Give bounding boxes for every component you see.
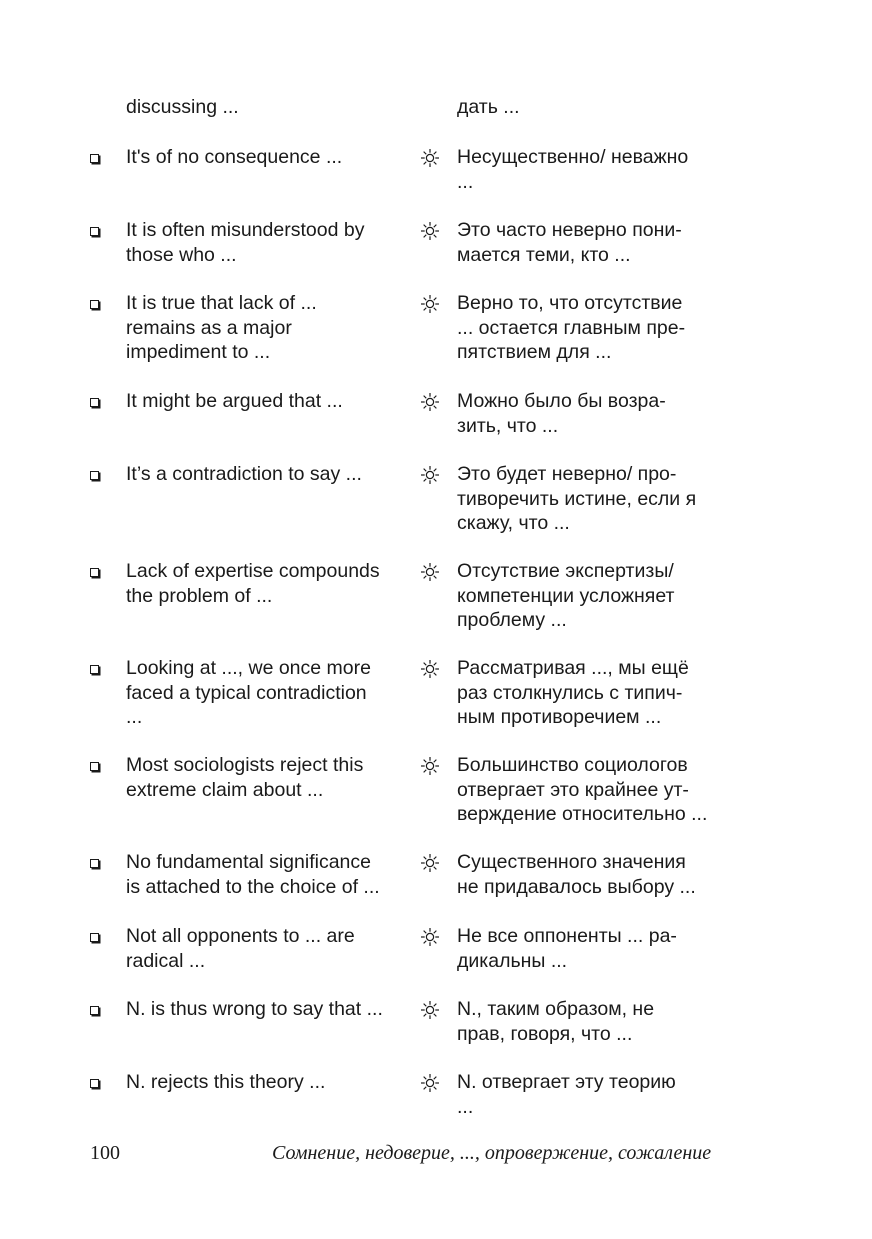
sun-icon	[419, 293, 441, 315]
continuation-russian: дать ...	[457, 96, 520, 118]
english-phrase: It is often misunderstood by those who ...	[126, 219, 365, 266]
sun-icon	[419, 561, 441, 583]
english-phrase: Looking at ..., we once more faced a typical contradiction ...	[126, 657, 371, 728]
checkbox-bullet-icon	[90, 300, 99, 309]
sun-icon	[419, 999, 441, 1021]
sun-icon	[419, 658, 441, 680]
checkbox-bullet-icon	[90, 933, 99, 942]
checkbox-bullet-icon	[90, 227, 99, 236]
russian-translation: N., таким образом, не прав, говоря, что ...	[457, 998, 655, 1045]
english-phrase: It's of no consequence ...	[126, 146, 343, 168]
checkbox-bullet-icon	[90, 859, 99, 868]
russian-translation: Большинство социологов отвергает это крайнее ут- верждение относительно ...	[457, 754, 708, 825]
checkbox-bullet-icon	[90, 665, 99, 674]
russian-translation: Можно было бы возра- зить, что ...	[457, 390, 666, 437]
english-phrase: Not all opponents to ... are radical ...	[126, 925, 355, 972]
checkbox-bullet-icon	[90, 762, 99, 771]
sun-icon	[419, 926, 441, 948]
checkbox-bullet-icon	[90, 1079, 99, 1088]
sun-icon	[419, 755, 441, 777]
english-phrase: N. rejects this theory ...	[126, 1071, 326, 1093]
checkbox-bullet-icon	[90, 398, 99, 407]
english-phrase: It might be argued that ...	[126, 390, 343, 412]
checkbox-bullet-icon	[90, 471, 99, 480]
checkbox-bullet-icon	[90, 568, 99, 577]
sun-icon	[419, 464, 441, 486]
english-phrase: It’s a contradiction to say ...	[126, 463, 362, 485]
russian-translation: Не все оппоненты ... ра- дикальны ...	[457, 925, 677, 972]
sun-icon	[419, 1072, 441, 1094]
english-phrase: It is true that lack of ... remains as a major impediment to ...	[126, 292, 317, 363]
russian-translation: Существенного значения не придавалось выбору ...	[457, 851, 696, 898]
russian-translation: Это будет неверно/ про- тиворечить истине, если я скажу, что ...	[457, 463, 697, 534]
continuation-english: discussing ...	[126, 96, 239, 118]
sun-icon	[419, 852, 441, 874]
russian-translation: Несущественно/ неважно ...	[457, 146, 689, 193]
russian-translation: Верно то, что отсутствие ... остается главным пре- пятствием для ...	[457, 292, 686, 363]
checkbox-bullet-icon	[90, 154, 99, 163]
english-phrase: Most sociologists reject this extreme claim about ...	[126, 754, 364, 801]
checkbox-bullet-icon	[90, 1006, 99, 1015]
russian-translation: Отсутствие экспертизы/ компетенции усложняет проблему ...	[457, 560, 675, 631]
english-phrase: N. is thus wrong to say that ...	[126, 998, 383, 1020]
sun-icon	[419, 220, 441, 242]
english-phrase: No fundamental significance is attached to the choice of ...	[126, 851, 380, 898]
russian-translation: N. отвергает эту теорию ...	[457, 1071, 676, 1118]
russian-translation: Рассматривая ..., мы ещё раз столкнулись с типич- ным противоречием ...	[457, 657, 689, 728]
russian-translation: Это часто неверно пони- мается теми, кто ...	[457, 219, 682, 266]
sun-icon	[419, 147, 441, 169]
section-title: Сомнение, недоверие, ..., опровержение, сожаление	[272, 1142, 712, 1164]
sun-icon	[419, 391, 441, 413]
english-phrase: Lack of expertise compounds the problem of ...	[126, 560, 380, 607]
page-number: 100	[90, 1142, 120, 1164]
